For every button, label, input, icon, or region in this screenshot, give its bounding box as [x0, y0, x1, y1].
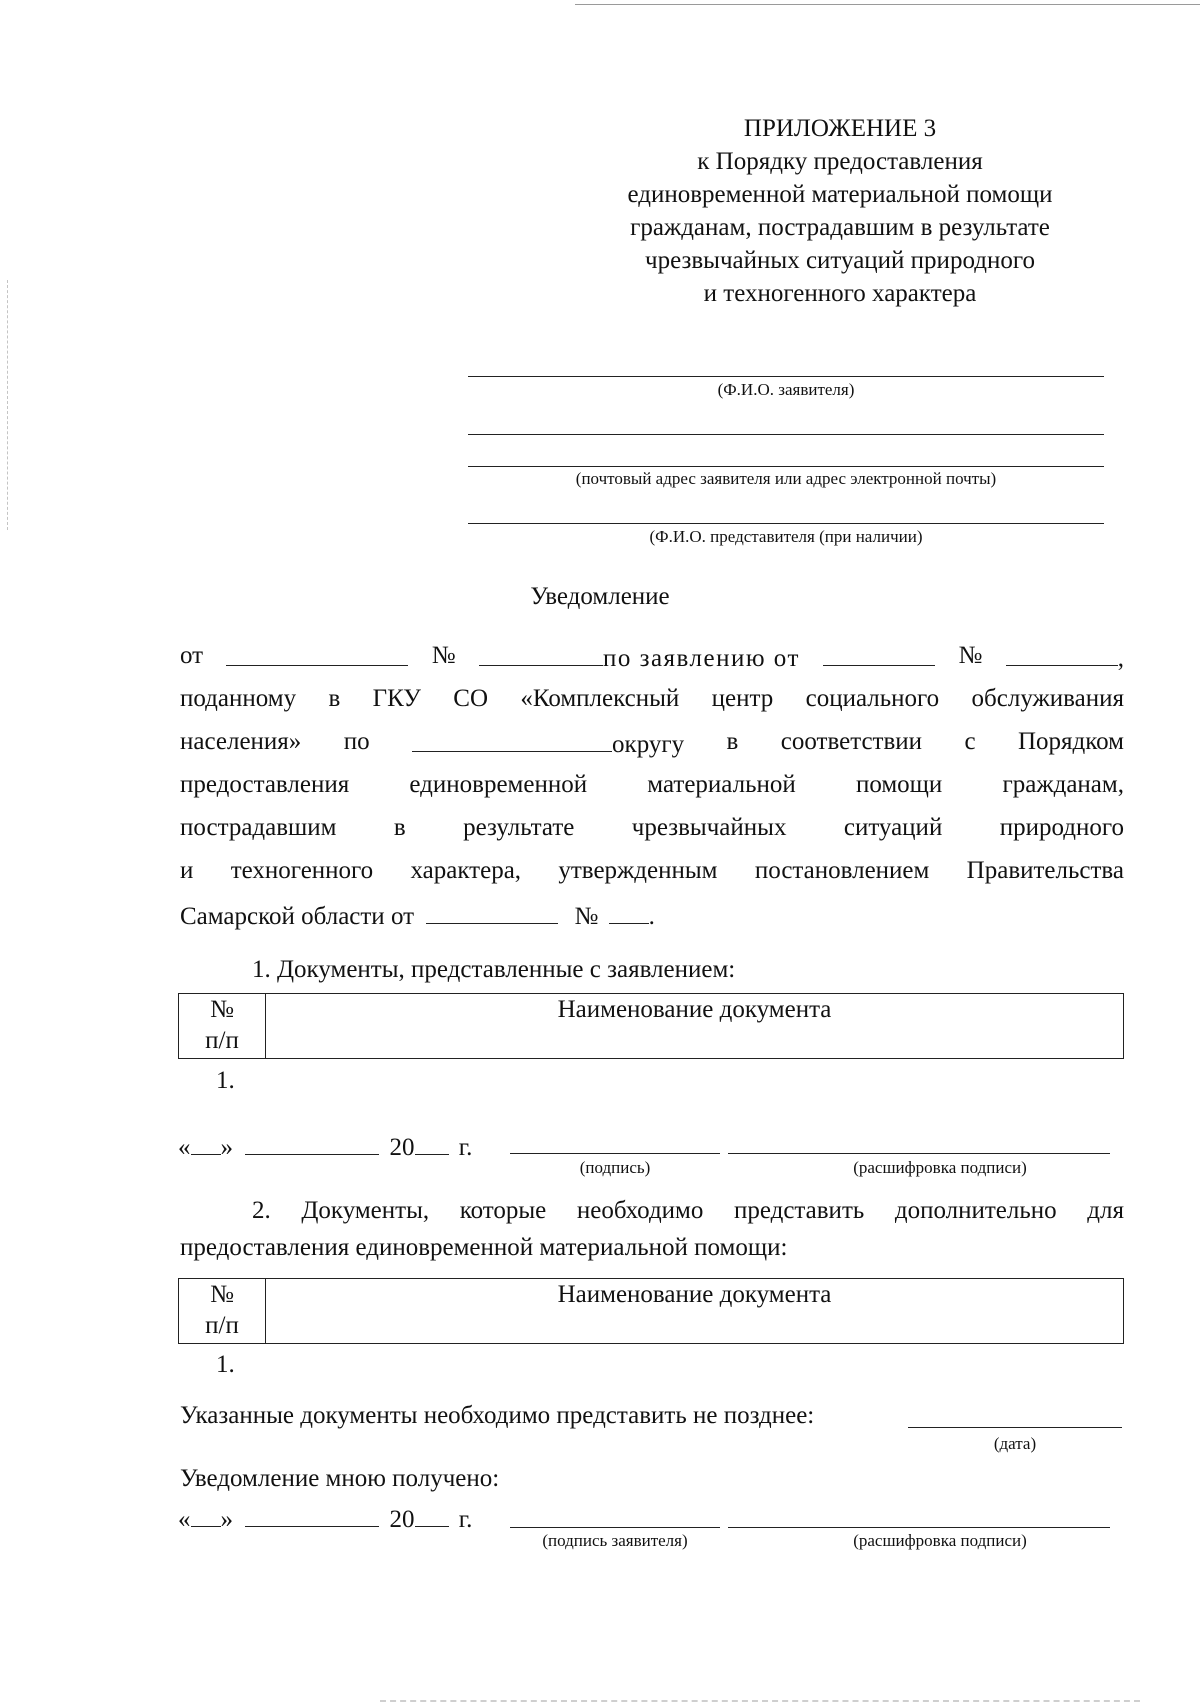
signature1-date	[178, 1130, 472, 1163]
word: в	[328, 685, 341, 712]
receipt-date	[178, 1502, 472, 1535]
notice-title: Уведомление	[530, 583, 670, 610]
applicant-name-field[interactable]	[468, 376, 1104, 377]
resolution-number-field[interactable]	[609, 899, 649, 924]
receipt-sign-field[interactable]	[510, 1527, 720, 1528]
appendix-line: к Порядку предоставления	[697, 148, 983, 175]
word: гражданам,	[1002, 771, 1124, 798]
text-quote-open: «	[178, 1134, 191, 1161]
receipt-day-field[interactable]	[191, 1502, 221, 1527]
word: округу	[612, 731, 685, 758]
text-from: от	[180, 642, 204, 669]
representative-name-field[interactable]	[468, 523, 1104, 524]
word: дополнительно	[894, 1197, 1057, 1224]
receipt-decode-field[interactable]	[728, 1527, 1110, 1528]
application-number-field[interactable]	[1006, 641, 1118, 666]
section1-heading: 1. Документы, представленные с заявлением:	[252, 956, 736, 983]
appendix-line: ПРИЛОЖЕНИЕ 3	[743, 115, 937, 142]
text-year-prefix: 20	[389, 1134, 415, 1161]
word: которые	[459, 1197, 547, 1224]
word: поданному	[180, 685, 297, 712]
word: обслуживания	[971, 685, 1124, 712]
word: предоставления	[180, 771, 350, 798]
application-date-field[interactable]	[823, 641, 935, 666]
word: в	[393, 814, 406, 841]
word: по	[343, 728, 370, 755]
word: характера,	[410, 857, 522, 884]
word: ГКУ	[372, 685, 421, 712]
text-number-sign: №	[431, 642, 456, 669]
word: утвержденным	[558, 857, 718, 884]
word: помощи	[855, 771, 943, 798]
word: пострадавшим	[180, 814, 337, 841]
resolution-date-field[interactable]	[426, 899, 558, 924]
appendix-line: чрезвычайных ситуаций природного	[645, 247, 1035, 274]
word: результате	[463, 814, 575, 841]
section2-heading-line2: предоставления единовременной материальной помощи:	[180, 1234, 788, 1261]
table-header-number: № п/п	[179, 994, 266, 1059]
word: соответствии	[780, 728, 923, 755]
table-header-document-name: Наименование документа	[266, 994, 1124, 1059]
appendix-line: и техногенного характера	[703, 280, 977, 307]
word: и	[180, 857, 194, 884]
word: единовременной	[409, 771, 588, 798]
word: природного	[999, 814, 1124, 841]
word: Документы,	[301, 1197, 430, 1224]
word: 2.	[252, 1197, 271, 1224]
word: Правительства	[966, 857, 1124, 884]
table-header-document-name: Наименование документа	[266, 1279, 1124, 1344]
section1-table	[178, 993, 1124, 1059]
receipt-month-field[interactable]	[245, 1502, 379, 1527]
district-field[interactable]	[412, 727, 612, 752]
word: в	[726, 728, 739, 755]
text-by-application: по заявлению от	[602, 645, 800, 672]
text-number-sign: №	[958, 642, 983, 669]
receipt-decode-caption: (расшифровка подписи)	[853, 1531, 1027, 1550]
word: представить	[733, 1197, 865, 1224]
text-year-prefix: 20	[389, 1506, 415, 1533]
scan-edge-left	[7, 280, 8, 530]
appendix-line: гражданам, пострадавшим в результате	[630, 214, 1050, 241]
text-quote-close: »	[220, 1506, 233, 1533]
applicant-address-field-2[interactable]	[468, 466, 1104, 467]
representative-caption: (Ф.И.О. представителя (при наличии)	[649, 527, 923, 546]
deadline-caption: (дата)	[993, 1434, 1037, 1453]
word: постановлением	[754, 857, 930, 884]
paragraph-line-4	[180, 770, 1124, 800]
word: чрезвычайных	[631, 814, 787, 841]
section2-row-number: 1.	[216, 1351, 235, 1378]
word: техногенного	[230, 857, 374, 884]
signature1-day-field[interactable]	[191, 1130, 221, 1155]
scan-edge-top	[575, 4, 1200, 5]
appendix-line: единовременной материальной помощи	[627, 181, 1053, 208]
section2-heading-line1	[252, 1196, 1124, 1226]
word: ситуаций	[843, 814, 943, 841]
paragraph-line-6	[180, 856, 1124, 886]
applicant-address-field-1[interactable]	[468, 434, 1104, 435]
word: необходимо	[576, 1197, 704, 1224]
deadline-date-field[interactable]	[908, 1427, 1122, 1428]
signature1-month-field[interactable]	[245, 1130, 379, 1155]
word: для	[1087, 1197, 1124, 1224]
signature1-sign-caption: (подпись)	[579, 1158, 651, 1177]
text-period: .	[648, 903, 655, 930]
receipt-year-field[interactable]	[415, 1502, 449, 1527]
signature1-decode-caption: (расшифровка подписи)	[853, 1158, 1027, 1177]
applicant-address-caption: (почтовый адрес заявителя или адрес электронной почты)	[575, 469, 997, 488]
deadline-text: Указанные документы необходимо представить не позднее:	[180, 1402, 815, 1429]
word: социального	[805, 685, 940, 712]
word: населения»	[180, 728, 302, 755]
paragraph-line-5	[180, 813, 1124, 843]
receipt-text: Уведомление мною получено:	[180, 1465, 500, 1492]
section1-row-number: 1.	[216, 1067, 235, 1094]
word: центр	[711, 685, 774, 712]
word: СО	[453, 685, 489, 712]
receipt-sign-caption: (подпись заявителя)	[542, 1531, 688, 1550]
paragraph-line-3	[180, 727, 1124, 760]
text-comma: ,	[1117, 645, 1124, 672]
text-samara-region: Самарской области от	[180, 903, 415, 930]
paragraph-line-2	[180, 684, 1124, 714]
word: Порядком	[1018, 728, 1124, 755]
signature1-decode-field[interactable]	[728, 1153, 1110, 1154]
word: материальной	[647, 771, 796, 798]
text-year-suffix: г.	[458, 1506, 473, 1533]
text-quote-close: »	[220, 1134, 233, 1161]
notice-number-field[interactable]	[479, 641, 603, 666]
scan-edge-bottom	[380, 1700, 1140, 1702]
word: «Комплексный	[520, 685, 680, 712]
paragraph-line-1	[180, 641, 1124, 674]
text-year-suffix: г.	[458, 1134, 473, 1161]
text-number-sign: №	[574, 903, 599, 930]
paragraph-line-7	[180, 899, 655, 932]
section2-table	[178, 1278, 1124, 1344]
table-header-number: № п/п	[179, 1279, 266, 1344]
applicant-name-caption: (Ф.И.О. заявителя)	[717, 380, 855, 399]
signature1-year-field[interactable]	[415, 1130, 449, 1155]
appendix-heading	[560, 112, 1120, 310]
signature1-sign-field[interactable]	[510, 1153, 720, 1154]
word: с	[964, 728, 976, 755]
notice-date-field[interactable]	[226, 641, 408, 666]
text-quote-open: «	[178, 1506, 191, 1533]
